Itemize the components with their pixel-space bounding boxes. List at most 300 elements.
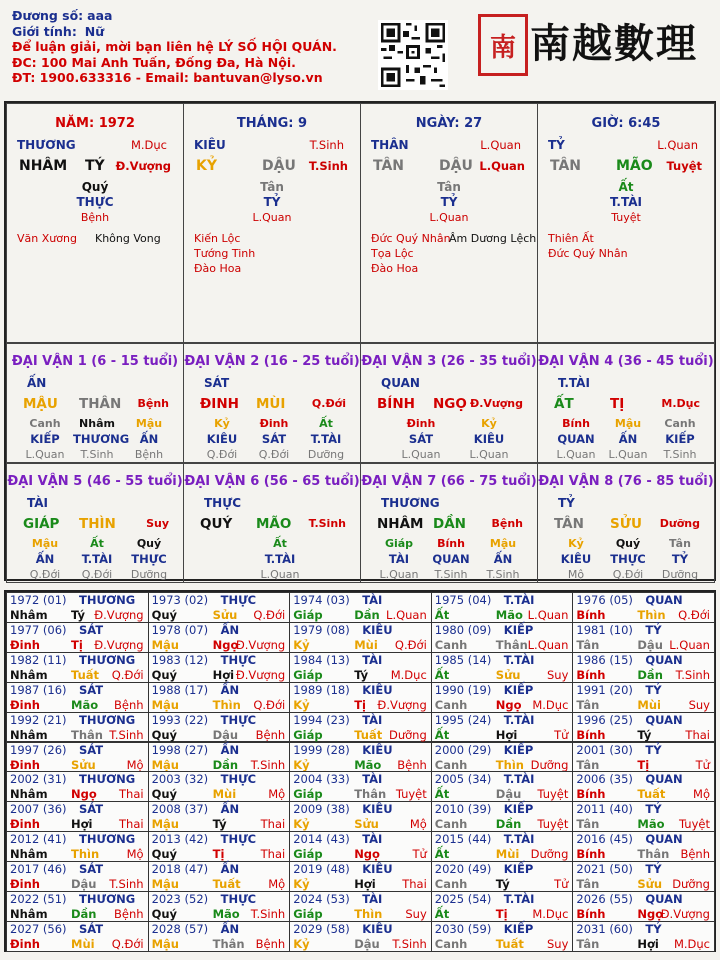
year-phase: Suy	[546, 667, 569, 682]
dai-van-7	[360, 463, 538, 583]
year-god: SÁT	[79, 802, 104, 817]
year-branch: Thân	[495, 637, 528, 652]
year-stem: Ất	[434, 907, 450, 921]
year-stem: Đinh	[10, 697, 40, 712]
year-cell	[148, 712, 291, 743]
year-phase: Tử	[554, 877, 569, 892]
dai-van-branch: NGỌ	[433, 396, 467, 412]
year-god: THƯƠNG	[79, 652, 136, 667]
year-stem: Nhâm	[10, 787, 48, 802]
hidden-god: KIẾP	[665, 432, 695, 446]
year-label: 1984 (13)	[293, 652, 350, 667]
year-stem: Bính	[576, 847, 606, 862]
year-cell	[431, 801, 574, 832]
year-phase: L.Quan	[527, 608, 569, 622]
year-label: 1990 (19)	[434, 682, 492, 697]
year-phase: T.Sinh	[109, 877, 144, 892]
star-left: Văn Xương	[17, 232, 77, 245]
year-god: TÀI	[362, 652, 383, 667]
year-stem: Quý	[151, 787, 178, 802]
pillar-top-phase: M.Dục	[130, 138, 167, 152]
year-phase: Thai	[119, 817, 144, 832]
year-stem: Tân	[576, 877, 600, 892]
year-stem: Canh	[434, 817, 468, 832]
dai-van-branch: TỊ	[610, 396, 625, 412]
year-cell	[431, 861, 574, 892]
year-stem: Giáp	[293, 787, 323, 802]
dai-van-title: ĐẠI VẬN 1 (6 - 15 tuổi)	[11, 354, 179, 369]
year-label: 2023 (52)	[151, 892, 209, 906]
pillar-4	[537, 103, 715, 343]
year-branch: Ngọ	[495, 697, 522, 712]
pillar-top-god: THƯƠNG	[17, 138, 76, 152]
year-label: 2020 (49)	[434, 862, 492, 877]
year-branch: Thìn	[637, 608, 666, 622]
dai-van-branch: THÌN	[79, 516, 116, 532]
year-cell	[572, 652, 715, 683]
year-stem: Nhâm	[10, 667, 48, 682]
hidden-god: SÁT	[261, 432, 287, 446]
year-branch: Ngọ	[212, 637, 239, 652]
year-phase: Thai	[260, 847, 286, 862]
year-cell	[572, 921, 715, 952]
year-phase: Dưỡng	[530, 757, 569, 772]
year-branch: Thân	[637, 847, 670, 862]
dai-van-3	[360, 343, 538, 463]
hidden-phase: Dưỡng	[130, 568, 168, 581]
year-god: KIÊU	[362, 742, 393, 757]
star-left: Đức Quý Nhân	[371, 232, 451, 245]
dai-van-god: TÀI	[27, 496, 49, 510]
year-cell	[289, 771, 432, 802]
year-cell	[431, 712, 574, 743]
hidden-phase: L.Quan	[252, 211, 292, 224]
dai-van-branch: THÂN	[79, 396, 122, 412]
year-god: ẤN	[220, 742, 240, 757]
year-label: 2003 (32)	[151, 772, 209, 787]
year-stem: Đinh	[10, 757, 40, 772]
year-branch: Mão	[637, 817, 665, 832]
year-label: 1973 (02)	[151, 593, 209, 607]
hidden-stem: Quý	[615, 537, 641, 550]
year-branch: Thìn	[212, 697, 241, 712]
hidden-stem: Đinh	[406, 417, 436, 430]
year-cell	[148, 771, 291, 802]
year-cell	[289, 921, 432, 952]
dai-van-branch: DẦN	[433, 516, 466, 532]
year-label: 1976 (05)	[576, 593, 633, 607]
year-stem: Bính	[576, 608, 606, 622]
year-label: 1977 (06)	[10, 622, 67, 637]
year-god: T.TÀI	[503, 832, 535, 847]
year-god: TỶ	[645, 622, 662, 637]
dai-van-8	[537, 463, 715, 583]
year-label: 2028 (57)	[151, 921, 209, 936]
year-phase: Thai	[119, 787, 144, 802]
year-branch: Tị	[71, 637, 83, 652]
pillar-branch-phase: Tuyệt	[666, 159, 702, 173]
year-phase: L.Quan	[386, 608, 427, 622]
year-god: THƯƠNG	[79, 832, 136, 847]
year-phase: M.Dục	[390, 667, 427, 682]
year-god: KIÊU	[362, 802, 393, 817]
year-stem: Canh	[434, 757, 468, 772]
year-label: 1974 (03)	[293, 593, 350, 607]
year-label: 2010 (39)	[434, 802, 492, 817]
year-branch: Mùi	[495, 847, 520, 862]
dai-van-stem: ẤT	[554, 396, 574, 412]
dai-van-1	[6, 343, 184, 463]
year-cell	[289, 801, 432, 832]
hidden-god: TỶ	[440, 195, 458, 209]
year-branch: Dậu	[637, 637, 663, 652]
dai-van-god: ẤN	[27, 376, 47, 390]
dai-van-stem: TÂN	[554, 516, 584, 532]
dai-van-phase: T.Sinh	[308, 517, 346, 530]
year-branch: Dậu	[354, 936, 380, 951]
hidden-god: QUAN	[432, 552, 470, 566]
year-god: KIÊU	[362, 622, 393, 637]
year-label: 1978 (07)	[151, 622, 209, 637]
year-phase: Bệnh	[255, 727, 286, 742]
year-label: 2021 (50)	[576, 862, 633, 877]
year-branch: Hợi	[495, 727, 518, 742]
year-cell	[289, 742, 432, 773]
year-cell	[572, 771, 715, 802]
year-cell	[572, 831, 715, 862]
year-god: SÁT	[79, 921, 104, 936]
hidden-phase: Q.Đới	[29, 568, 61, 581]
year-cell	[289, 831, 432, 862]
hidden-god: T.TÀI	[310, 432, 342, 446]
qr-code-icon	[378, 20, 448, 90]
pillar-branch-phase: T.Sinh	[308, 159, 348, 173]
year-cell	[6, 592, 149, 623]
year-cell	[431, 742, 574, 773]
year-stem: Nhâm	[10, 608, 48, 622]
year-branch: Tị	[212, 847, 225, 862]
dai-van-title: ĐẠI VẬN 2 (16 - 25 tuổi)	[184, 354, 360, 369]
pillar-title: NĂM: 1972	[55, 116, 135, 131]
hidden-stem: Mậu	[31, 537, 59, 550]
year-cell	[572, 801, 715, 832]
year-branch: Tý	[637, 727, 652, 742]
year-phase: Bệnh	[397, 757, 427, 772]
year-god: TỶ	[645, 802, 662, 817]
year-god: QUAN	[645, 772, 683, 787]
year-phase: Thai	[685, 727, 710, 742]
year-label: 2008 (37)	[151, 802, 209, 817]
year-stem: Tân	[576, 936, 600, 951]
year-branch: Tuất	[71, 667, 100, 682]
year-label: 1991 (20)	[576, 682, 633, 697]
dai-van-title: ĐẠI VẬN 3 (26 - 35 tuổi)	[361, 354, 537, 369]
year-stem: Đinh	[10, 637, 40, 652]
year-phase: Mộ	[409, 817, 427, 832]
hidden-god: THỰC	[610, 552, 646, 566]
year-phase: Đ.Vượng	[94, 608, 144, 622]
year-cell	[6, 921, 149, 952]
year-stem: Tân	[576, 697, 600, 712]
hidden-god: THƯƠNG	[73, 432, 130, 446]
year-label: 2022 (51)	[10, 892, 67, 906]
year-stem: Ất	[434, 667, 450, 682]
dai-van-stem: MẬU	[23, 396, 58, 412]
dai-van-2	[183, 343, 361, 463]
year-cell	[148, 921, 291, 952]
pillar-3	[360, 103, 538, 343]
year-god: KIẾP	[503, 622, 534, 637]
year-label: 1997 (26)	[10, 742, 67, 757]
year-phase: Bệnh	[114, 697, 144, 712]
year-stem: Ất	[434, 787, 450, 802]
hidden-god: TÀI	[388, 552, 410, 566]
year-cell	[148, 831, 291, 862]
year-label: 2009 (38)	[293, 802, 350, 817]
dai-van-title: ĐẠI VẬN 6 (56 - 65 tuổi)	[184, 474, 360, 489]
chart-grid	[4, 101, 716, 581]
hidden-god: ẤN	[618, 432, 638, 446]
year-god: T.TÀI	[503, 892, 535, 906]
year-label: 2029 (58)	[293, 921, 350, 936]
dai-van-stem: GIÁP	[23, 516, 60, 532]
year-branch: Hợi	[637, 936, 659, 951]
year-cell	[289, 861, 432, 892]
year-cell	[431, 921, 574, 952]
year-branch: Thân	[354, 787, 387, 802]
dai-van-title: ĐẠI VẬN 4 (36 - 45 tuổi)	[538, 354, 714, 369]
year-stem: Bính	[576, 667, 606, 682]
pillar-stem: TÂN	[373, 158, 405, 174]
hidden-phase: Bệnh	[80, 211, 110, 224]
year-label: 1998 (27)	[151, 742, 209, 757]
year-branch: Ngọ	[354, 847, 380, 862]
pillar-top-phase: L.Quan	[480, 138, 521, 152]
year-label: 2016 (45)	[576, 832, 633, 847]
year-branch: Mão	[212, 907, 240, 921]
year-cell	[572, 861, 715, 892]
year-stem: Quý	[151, 907, 178, 921]
year-phase: Suy	[688, 697, 710, 712]
year-stem: Quý	[151, 608, 178, 622]
hidden-phase: Q.Đới	[612, 568, 644, 581]
year-label: 2031 (60)	[576, 921, 633, 936]
year-stem: Tân	[576, 757, 600, 772]
year-branch: Tị	[637, 757, 650, 772]
year-phase: L.Quan	[669, 637, 710, 652]
hidden-stem: Mậu	[135, 417, 163, 430]
star-right: Âm Dương Lệch	[449, 232, 537, 245]
year-label: 1983 (12)	[151, 652, 209, 667]
hidden-god: TỶ	[671, 552, 689, 566]
year-phase: Thai	[402, 877, 427, 892]
year-stem: Kỷ	[293, 757, 310, 772]
year-label: 1987 (16)	[10, 682, 67, 697]
year-branch: Dậu	[495, 787, 522, 802]
year-branch: Tuất	[495, 936, 524, 951]
dai-van-phase: Suy	[146, 517, 169, 530]
year-label: 2018 (47)	[151, 862, 209, 877]
year-phase: Mộ	[126, 757, 144, 772]
year-stem: Mậu	[151, 697, 179, 712]
year-phase: Tử	[554, 727, 569, 742]
dai-van-god: THỰC	[204, 496, 242, 510]
year-label: 1975 (04)	[434, 593, 492, 607]
year-god: KIÊU	[362, 862, 393, 877]
year-branch: Mùi	[354, 637, 378, 652]
year-label: 2002 (31)	[10, 772, 67, 787]
year-stem: Kỷ	[293, 637, 310, 652]
year-cell	[148, 801, 291, 832]
year-label: 2025 (54)	[434, 892, 492, 906]
year-god: THƯƠNG	[79, 712, 136, 727]
year-stem: Giáp	[293, 847, 323, 862]
year-phase: Tuyệt	[679, 817, 710, 832]
dai-van-phase: M.Dục	[661, 397, 700, 410]
year-stem: Quý	[151, 667, 178, 682]
year-branch: Tị	[354, 697, 366, 712]
year-label: 1985 (14)	[434, 652, 492, 667]
year-god: QUAN	[645, 652, 683, 667]
year-cell	[572, 592, 715, 623]
pillar-branch-phase: L.Quan	[479, 159, 525, 173]
year-branch: Thìn	[71, 847, 100, 862]
hidden-god: T.TÀI	[264, 552, 296, 566]
year-phase: M.Dục	[673, 936, 710, 951]
year-branch: Hợi	[212, 667, 235, 682]
hidden-stem: Quý	[136, 537, 162, 550]
year-label: 1980 (09)	[434, 622, 492, 637]
year-branch: Ngọ	[637, 907, 664, 921]
year-branch: Tý	[71, 608, 85, 622]
label-gender: Giới tính:	[12, 23, 77, 39]
year-stem: Nhâm	[10, 727, 48, 742]
year-stem: Ất	[434, 608, 450, 622]
year-cell	[572, 712, 715, 743]
hidden-phase: Tuyệt	[611, 211, 641, 224]
year-god: TÀI	[362, 772, 383, 787]
year-god: QUAN	[645, 593, 683, 607]
hidden-phase: L.Quan	[608, 448, 648, 461]
star-left: Tọa Lộc	[371, 247, 414, 260]
dai-van-6	[183, 463, 361, 583]
seal-stamp: 南	[478, 14, 528, 76]
year-god: THƯƠNG	[79, 892, 136, 906]
value-gender: Nữ	[84, 23, 105, 39]
hidden-god: T.TÀI	[610, 195, 642, 209]
year-label: 2024 (53)	[293, 892, 350, 906]
year-cell	[572, 891, 715, 922]
dai-van-phase: Đ.Vượng	[469, 397, 523, 410]
pillar-stem: TÂN	[550, 158, 582, 174]
year-cell	[6, 801, 149, 832]
year-god: SÁT	[79, 622, 104, 637]
year-branch: Tuất	[212, 877, 241, 892]
hidden-phase: Mộ	[567, 568, 585, 581]
year-stem: Giáp	[293, 907, 323, 921]
year-cell	[148, 622, 291, 653]
year-god: TÀI	[362, 593, 383, 607]
year-god: TÀI	[362, 712, 383, 727]
year-god: T.TÀI	[503, 712, 535, 727]
value-owner: aaa	[87, 8, 113, 23]
year-label: 1989 (18)	[293, 682, 350, 697]
year-stem: Kỷ	[293, 817, 310, 832]
dai-van-stem: BÍNH	[377, 396, 415, 412]
year-label: 1992 (21)	[10, 712, 67, 727]
year-cell	[6, 622, 149, 653]
year-branch: Mão	[71, 697, 99, 712]
year-phase: Q.Đới	[253, 608, 286, 622]
pillar-top-god: TỶ	[548, 138, 565, 152]
dai-van-phase: Bệnh	[137, 397, 169, 410]
year-cell	[431, 622, 574, 653]
year-cell	[148, 742, 291, 773]
address-line: ĐC: 100 Mai Anh Tuấn, Đống Đa, Hà Nội.	[12, 54, 296, 70]
year-branch: Thìn	[495, 757, 524, 772]
year-label: 2006 (35)	[576, 772, 633, 787]
year-god: TÀI	[362, 892, 383, 906]
year-label: 2007 (36)	[10, 802, 67, 817]
star-left: Kiến Lộc	[194, 232, 241, 245]
year-cell	[6, 742, 149, 773]
hidden-stem: Bính	[437, 537, 465, 550]
dai-van-stem: NHÂM	[377, 516, 424, 532]
year-cell	[289, 712, 432, 743]
year-cell	[572, 742, 715, 773]
year-phase: L.Quan	[527, 637, 569, 652]
year-god: TỶ	[645, 862, 662, 877]
year-label: 2014 (43)	[293, 832, 350, 847]
dai-van-4	[537, 343, 715, 463]
hidden-stem: Kỷ	[214, 417, 230, 430]
year-branch: Sửu	[637, 877, 663, 892]
hidden-god: KIÊU	[473, 432, 505, 446]
hidden-god: TỶ	[263, 195, 281, 209]
hidden-god: KIÊU	[206, 432, 238, 446]
header-info	[12, 8, 337, 86]
year-cell	[6, 771, 149, 802]
year-stem: Đinh	[10, 877, 40, 892]
year-god: KIẾP	[503, 921, 534, 936]
hidden-phase: T.Sinh	[434, 568, 468, 581]
year-phase: Bệnh	[680, 847, 710, 862]
hidden-phase: T.Sinh	[486, 568, 520, 581]
year-branch: Tý	[495, 877, 510, 892]
hidden-stem: Tân	[260, 180, 284, 194]
year-stem: Tân	[576, 817, 600, 832]
hidden-phase: Q.Đới	[206, 448, 238, 461]
year-branch: Dậu	[71, 877, 97, 892]
year-stem: Canh	[434, 697, 468, 712]
hidden-god: KIÊU	[560, 552, 592, 566]
year-god: TỶ	[645, 742, 662, 757]
dai-van-god: THƯƠNG	[381, 496, 440, 510]
year-god: ẤN	[220, 622, 240, 637]
year-label: 2001 (30)	[576, 742, 633, 757]
year-stem: Canh	[434, 877, 468, 892]
hidden-stem: Canh	[664, 417, 696, 430]
hidden-god: ẤN	[35, 552, 55, 566]
year-stem: Giáp	[293, 608, 323, 622]
pillar-title: NGÀY: 27	[415, 116, 483, 131]
year-stem: Tân	[576, 637, 600, 652]
year-phase: Dưỡng	[530, 847, 569, 862]
pillar-branch: TÝ	[85, 158, 105, 174]
year-stem: Đinh	[10, 817, 40, 832]
year-phase: Q.Đới	[394, 637, 427, 652]
year-stem: Nhâm	[10, 847, 48, 862]
